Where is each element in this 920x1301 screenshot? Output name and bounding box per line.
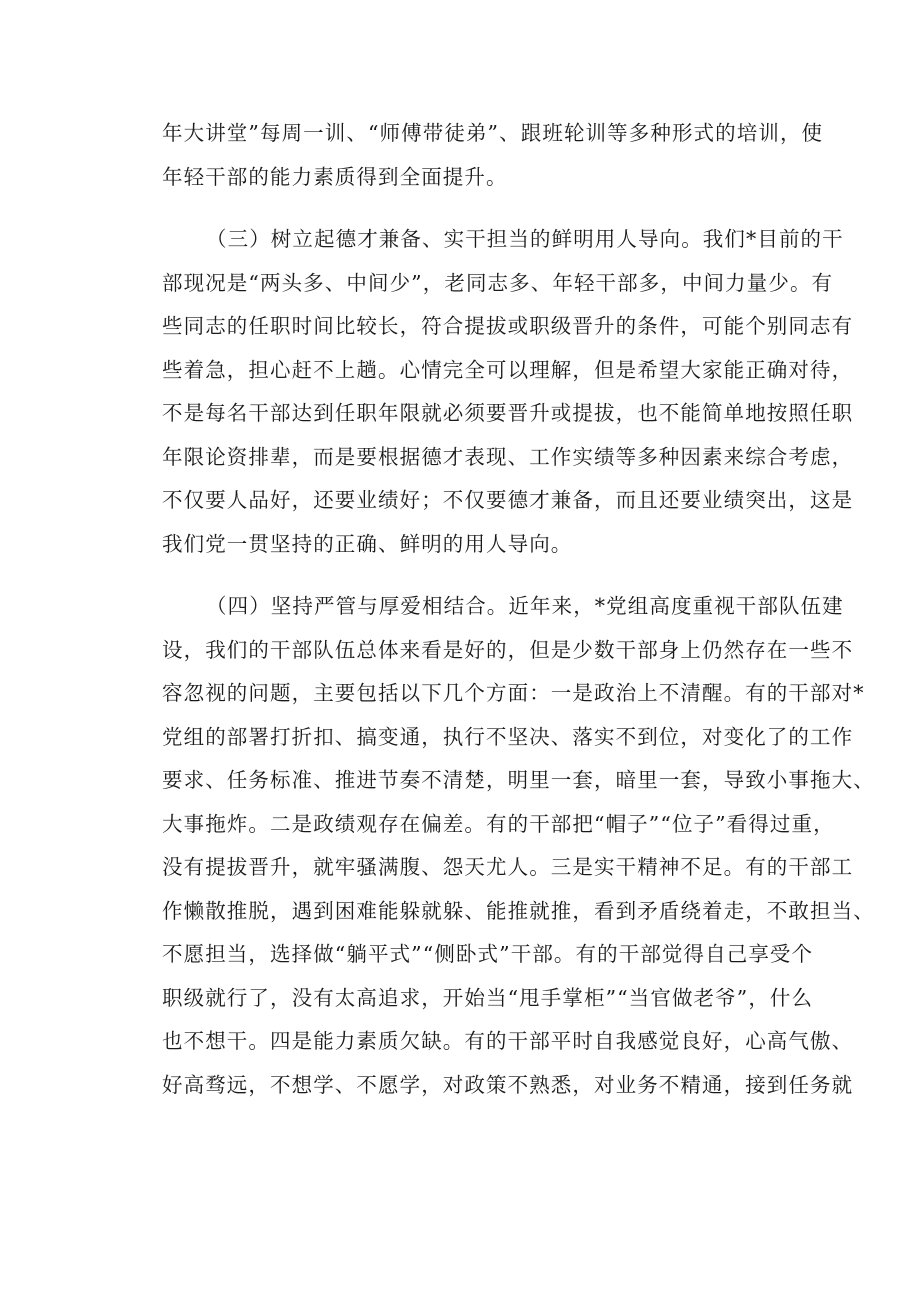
text-line: 没有提拔晋升，就牢骚满腹、怨天尤人。三是实干精神不足。有的干部工: [162, 855, 854, 879]
text-line: 好高骛远，不想学、不愿学，对政策不熟悉，对业务不精通，接到任务就: [162, 1072, 854, 1097]
paragraph-section-four: [162, 585, 875, 1107]
text-line: 容忽视的问题，主要包括以下几个方面：一是政治上不清醒。有的干部对*: [162, 681, 865, 705]
text-line: 年限论资排辈，而是要根据德才表现、工作实绩等多种因素来综合考虑，: [162, 444, 854, 469]
text-line: 年轻干部的能力素质得到全面提升。: [162, 164, 508, 189]
text-line: 些着急，担心赶不上趟。心情完全可以理解，但是希望大家能正确对待，: [162, 357, 854, 382]
text-line: 也不想干。四是能力素质欠缺。有的干部平时自我感觉良好，心高气傲、: [162, 1029, 854, 1053]
text-line: 些同志的任职时间比较长，符合提拔或职级晋升的条件，可能个别同志有: [162, 314, 854, 338]
text-line: 设，我们的干部队伍总体来看是好的，但是少数干部身上仍然存在一些不: [162, 637, 854, 662]
paragraph-section-three: [162, 218, 854, 566]
text-line: （三）树立起德才兼备、实干担当的鲜明用人导向。我们*目前的干: [206, 227, 844, 251]
paragraph-training: [162, 112, 824, 199]
document-body: [162, 112, 875, 1107]
text-line: 作懒散推脱，遇到困难能躲就躲、能推就推，看到矛盾绕着走，不敢担当、: [162, 898, 875, 923]
text-line: 大事拖炸。二是政绩观存在偏差。有的干部把“帽子”“位子”看得过重，: [162, 811, 835, 836]
text-line: 要求、任务标准、推进节奏不清楚，明里一套，暗里一套，导致小事拖大、: [162, 768, 875, 792]
text-line: 部现况是“两头多、中间少”，老同志多、年轻干部多，中间力量少。有: [162, 270, 834, 295]
text-line: 年大讲堂”每周一训、“师傅带徒弟”、跟班轮训等多种形式的培训，使: [162, 121, 824, 145]
text-line: （四）坚持严管与厚爱相结合。近年来，*党组高度重视干部队伍建: [206, 594, 844, 618]
text-line: 党组的部署打折扣、搞变通，执行不坚决、落实不到位，对变化了的工作: [162, 724, 854, 749]
text-line: 不是每名干部达到任职年限就必须要晋升或提拔，也不能简单地按照任职: [162, 401, 854, 425]
text-line: 我们党一贯坚持的正确、鲜明的用人导向。: [162, 531, 573, 556]
text-line: 不愿担当，选择做“躺平式”“侧卧式”干部。有的干部觉得自己享受个: [162, 942, 814, 966]
text-line: 不仅要人品好，还要业绩好；不仅要德才兼备，而且还要业绩突出，这是: [162, 488, 854, 512]
text-line: 职级就行了，没有太高追求，开始当“甩手掌柜”“当官做老爷”，什么: [162, 985, 814, 1010]
